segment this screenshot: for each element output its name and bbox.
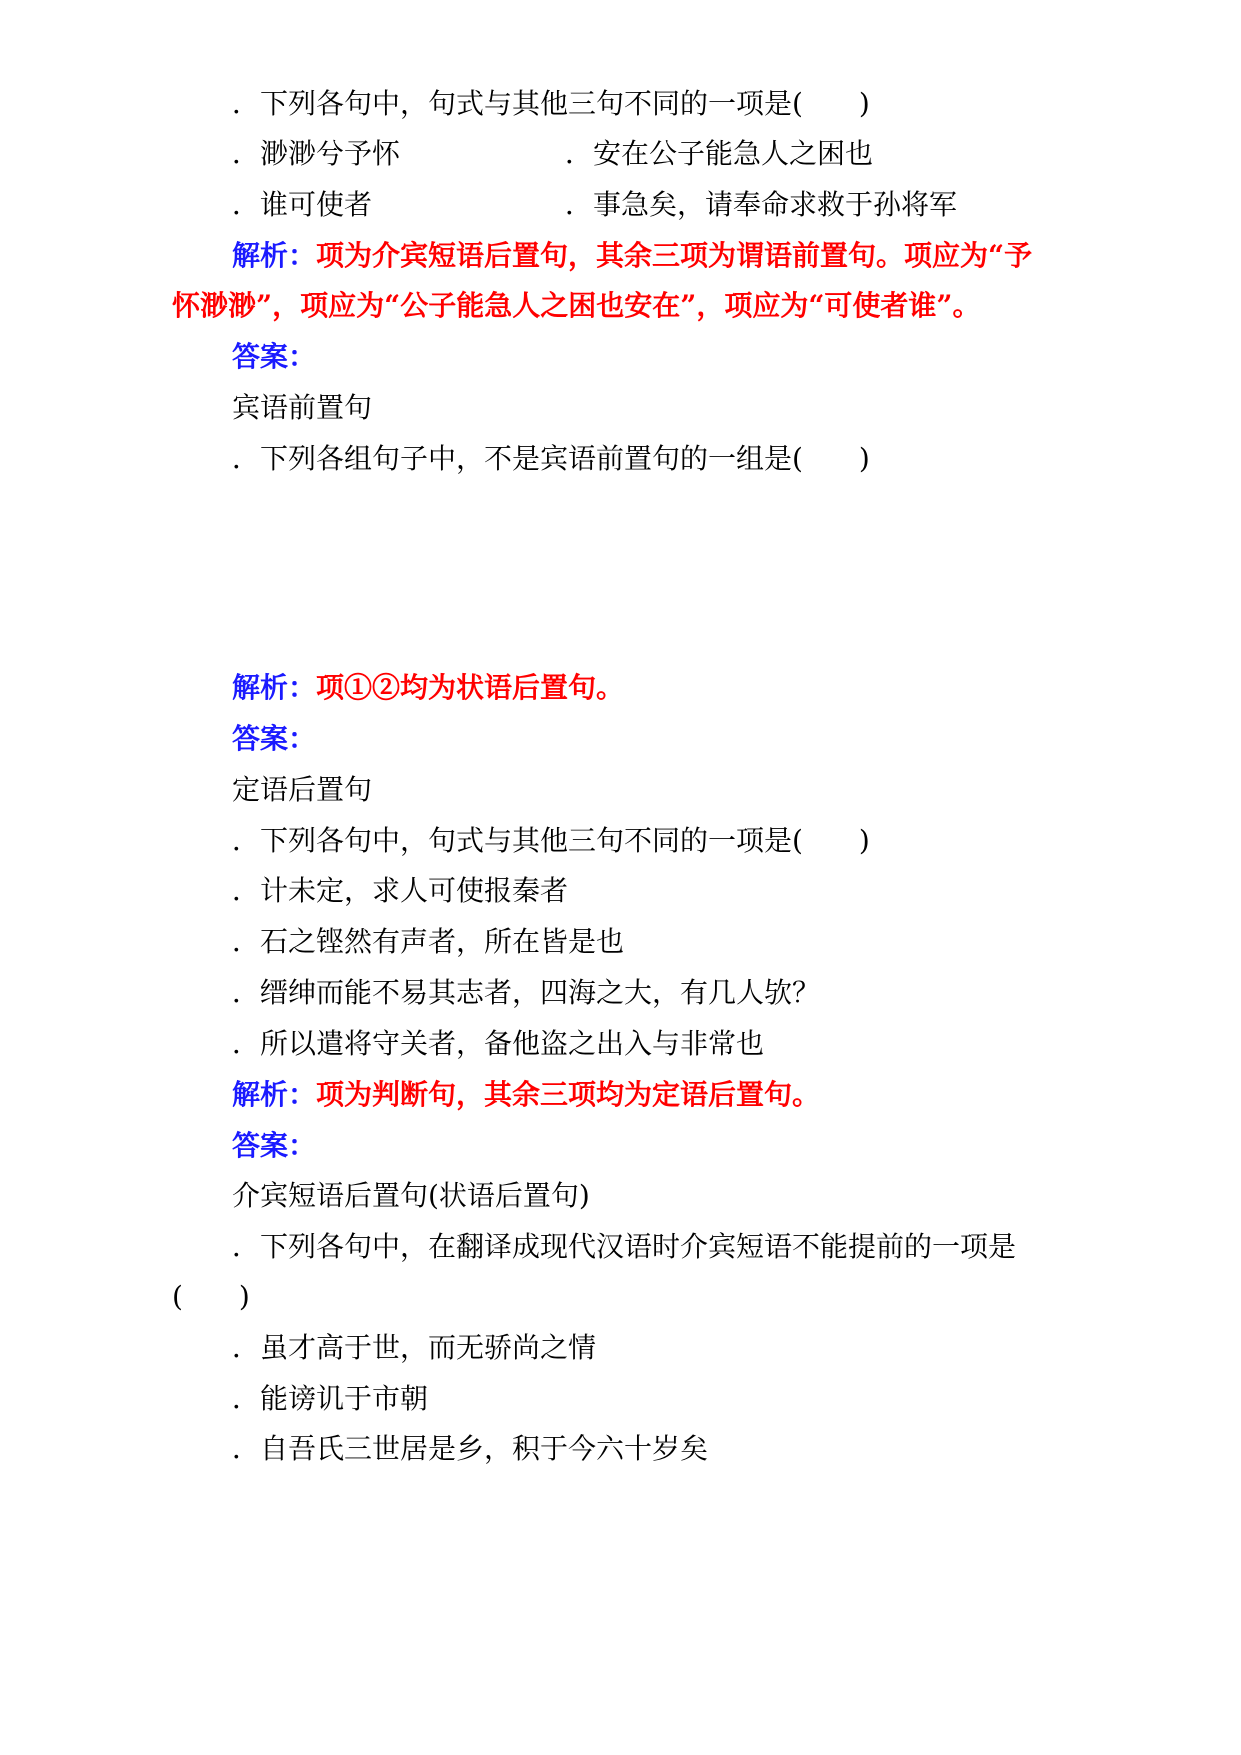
q3-option-c: ．缙绅而能不易其志者，四海之大，有几人欤？ (232, 976, 821, 1009)
section-heading-object-preposed: 宾语前置句 (232, 391, 373, 424)
q1-analysis-continued: 怀渺渺”，项应为“公子能急人之困也安在”，项应为“可使者谁”。 (172, 289, 981, 322)
q1-analysis (232, 238, 1032, 274)
analysis-text: 项①②均为状语后置句。 (316, 671, 625, 704)
q2-stem: ．下列各组句子中，不是宾语前置句的一组是( ) (232, 442, 870, 475)
q1-option-b: ．安在公子能急人之困也 (565, 137, 874, 170)
q1-option-c: ．谁可使者 (232, 188, 373, 221)
q3-stem: ．下列各句中，句式与其他三句不同的一项是( ) (232, 824, 870, 857)
q1-option-d: ．事急矣，请奉命求救于孙将军 (565, 188, 958, 221)
q4-option-b: ．能谤讥于市朝 (232, 1382, 429, 1415)
q1-option-a: ．渺渺兮予怀 (232, 137, 401, 170)
q2-analysis (232, 670, 624, 706)
section-heading-adverbial-postposed: 介宾短语后置句(状语后置句) (232, 1179, 590, 1212)
analysis-text: 项为介宾短语后置句，其余三项为谓语前置句。项应为“予 (316, 239, 1033, 272)
q4-stem: ．下列各句中，在翻译成现代汉语时介宾短语不能提前的一项是 (232, 1230, 1017, 1263)
q3-option-a: ．计未定，求人可使报秦者 (232, 874, 569, 907)
q1-stem: ．下列各句中，句式与其他三句不同的一项是( ) (232, 87, 870, 120)
analysis-label: 解析： (232, 239, 317, 272)
section-heading-attributive-postposed: 定语后置句 (232, 773, 373, 806)
q3-answer-label: 答案： (232, 1129, 317, 1162)
q4-stem-continued: ( ) (172, 1280, 250, 1313)
analysis-label: 解析： (232, 671, 317, 704)
q3-option-b: ．石之铿然有声者，所在皆是也 (232, 925, 625, 958)
q2-answer-label: 答案： (232, 722, 317, 755)
q3-option-d: ．所以遣将守关者，备他盗之出入与非常也 (232, 1027, 765, 1060)
q1-answer-label: 答案： (232, 340, 317, 373)
analysis-label: 解析： (232, 1078, 317, 1111)
q4-option-c: ．自吾氏三世居是乡，积于今六十岁矣 (232, 1432, 709, 1465)
analysis-text: 项为判断句，其余三项均为定语后置句。 (316, 1078, 821, 1111)
q3-analysis (232, 1077, 820, 1113)
q4-option-a: ．虽才高于世，而无骄尚之情 (232, 1331, 597, 1364)
